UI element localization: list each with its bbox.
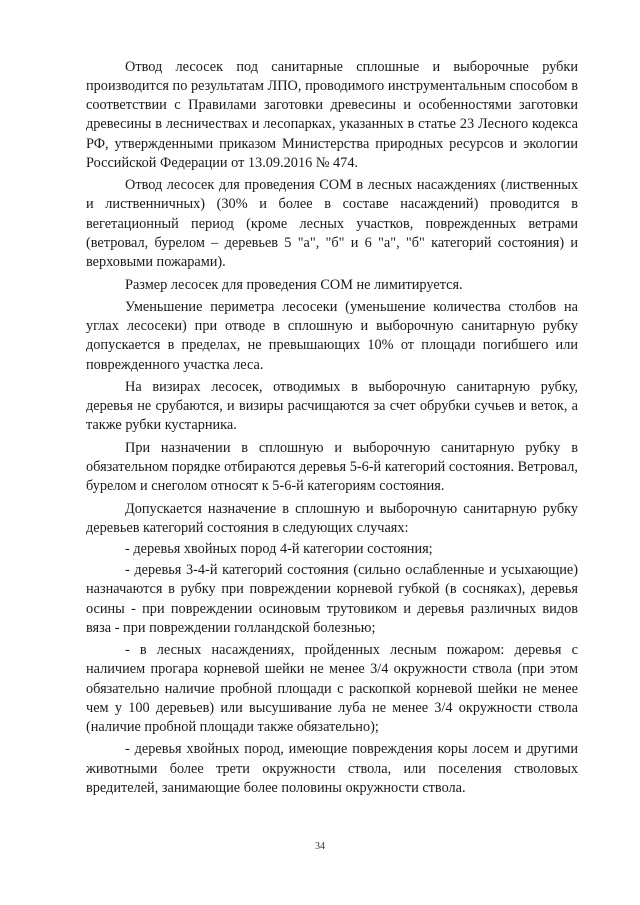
list-item-fire-damage: - в лесных насаждениях, пройденных лесным пожаром: деревья с наличием прогара корневой шейки не менее 3/4 окружности ствола (при этом обязательно наличие пробной площади с раскопкой корневой шейки не менее чем у 100 деревьев) или высушивание луба не менее 3/4 окружности ствола (наличие пробной площади также обязательно);	[86, 642, 578, 735]
paragraph-tree-selection: При назначении в сплошную и выборочную санитарную рубку в обязательном порядке отбираются деревья 5-6-й категорий состояния. Ветровал, бурелом и снеголом относят к 5-6-й категориям состояния.	[86, 439, 578, 495]
body-text	[86, 58, 578, 801]
paragraph-allowed-cases: Допускается назначение в сплошную и выборочную санитарную рубку деревьев категорий состояния в следующих случаях:	[86, 500, 578, 536]
paragraph-som-allotment: Отвод лесосек для проведения СОМ в лесных насаждениях (лиственных и лиственничных) (30% и более в составе насаждений) проводится в вегетационный период (кроме лесных участков, поврежденных ветрами (ветровал, бурелом – деревьев 5 "а", "б" и 6 "а", "б" категорий состояния) и верховыми пожарами).	[86, 177, 578, 270]
paragraph-sight-lines: На визирах лесосек, отводимых в выборочную санитарную рубку, деревья не срубаются, и визиры расчищаются за счет обрубки сучьев и веток, а также рубки кустарника.	[86, 379, 578, 434]
paragraph-som-size: Размер лесосек для проведения СОМ не лимитируется.	[125, 276, 463, 293]
list-item-root-fungus: - деревья 3-4-й категорий состояния (сильно ослабленные и усыхающие) назначаются в рубку при повреждении корневой губкой (в сосняках), деревья осины - при повреждении осиновым трутовиком и деревья различных видов вяза - при повреждении голландской болезнью;	[86, 562, 578, 636]
list-item-conifers: - деревья хвойных пород 4-й категории состояния;	[125, 541, 433, 558]
paragraph-perimeter-reduction: Уменьшение периметра лесосеки (уменьшение количества столбов на углах лесосеки) при отводе в сплошную и выборочную санитарную рубку допускается в пределах, не превышающих 10% от площади погибшего или поврежденного участка леса.	[86, 299, 578, 373]
list-item-bark-damage: - деревья хвойных пород, имеющие повреждения коры лосем и другими животными более трети окружности ствола, или поселения стволовых вредителей, занимающие более половины окружности ствола.	[86, 741, 578, 796]
page-number: 34	[315, 841, 325, 852]
paragraph-felling-allotment: Отвод лесосек под санитарные сплошные и выборочные рубки производится по результатам ЛПО, проводимого инструментальным способом в соответствии с Правилами заготовки древесины и особенностями заготовки древесины в лесничествах и лесопарках, указанных в статье 23 Лесного кодекса РФ, утвержденными приказом Министерства природных ресурсов и экологии Российской Федерации от 13.09.2016 № 474.	[86, 59, 578, 171]
